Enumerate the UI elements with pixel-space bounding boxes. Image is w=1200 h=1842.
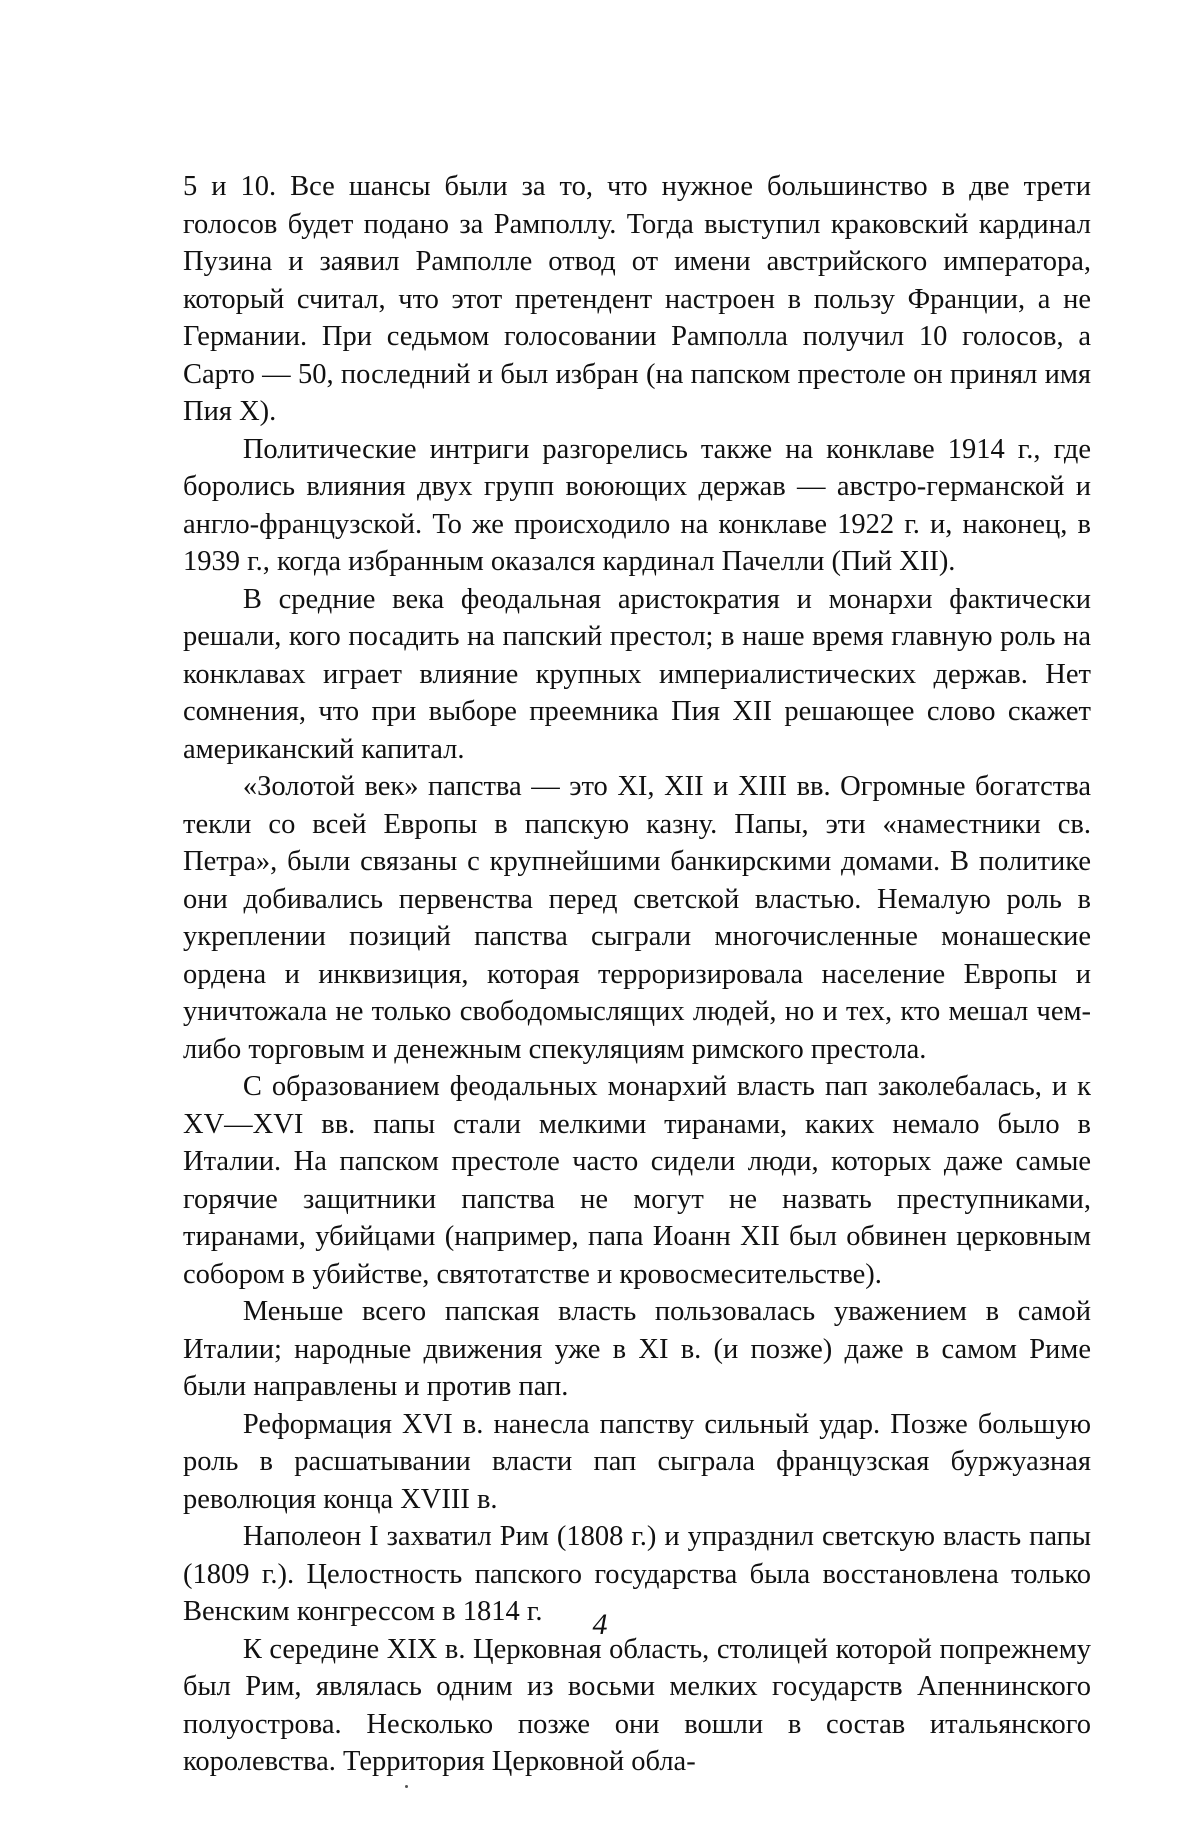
paragraph-4: «Золотой век» папства — это XI, XII и XIII вв. Огромные богатства текли со всей Европы в папскую казну. Папы, эти «наместники св. Петра», были связаны с крупнейшими банкирскими домами. В политике они добивались первенства перед светской властью. Немалую роль в укреплении позиций папства сыграли многочисленные монашеские ордена и инквизиция, которая терроризировала население Европы и уничтожала не только свободомыслящих людей, но и тех, кто мешал чем-либо торговым и денежным спекуляциям римского престола. bbox=[183, 771, 1091, 1065]
page-text-block bbox=[183, 168, 1091, 1781]
page-number: 4 bbox=[592, 1608, 608, 1641]
paragraph-1: 5 и 10. Все шансы были за то, что нужное большинство в две трети голосов будет подано за Рамполлу. Тогда выступил краковский кардинал Пузина и заявил Рамполле отвод от имени австрийского императора, который считал, что этот претендент настроен в пользу Франции, а не Германии. При седьмом голосовании Рамполла получил 10 голосов, а Сарто — 50, последний и был избран (на папском престоле он принял имя Пия X). bbox=[183, 171, 1091, 427]
paragraph-3: В средние века феодальная аристократия и монархи фактически решали, кого посадить на папский престол; в наше время главную роль на конклавах играет влияние крупных империалистических держав. Нет сомнения, что при выборе преемника Пия XII решающее слово скажет американский капитал. bbox=[183, 583, 1091, 765]
print-speck bbox=[405, 1785, 408, 1788]
paragraph-8: Наполеон I захватил Рим (1808 г.) и упразднил светскую власть папы (1809 г.). Целостность папского государства была восстановлена только Венским конгрессом в 1814 г. bbox=[183, 1521, 1091, 1627]
paragraph-7: Реформация XVI в. нанесла папству сильный удар. Позже большую роль в расшатывании власти пап сыграла французская буржуазная революция конца XVIII в. bbox=[183, 1408, 1091, 1515]
paragraph-2: Политические интриги разгорелись также на конклаве 1914 г., где боролись влияния двух групп воюющих держав — австро-германской и англо-французской. То же происходило на конклаве 1922 г. и, наконец, в 1939 г., когда избранным оказался кардинал Пачелли (Пий XII). bbox=[183, 433, 1091, 577]
paragraph-9: К середине XIX в. Церковная область, столицей которой попрежнему был Рим, являлась одним из восьми мелких государств Апеннинского полуострова. Несколько позже они вошли в состав итальянского королевства. Территория Церковной обла- bbox=[183, 1633, 1091, 1777]
paragraph-6: Меньше всего папская власть пользовалась уважением в самой Италии; народные движения уже в XI в. (и позже) даже в самом Риме были направлены и против пап. bbox=[183, 1296, 1091, 1402]
paragraph-5: С образованием феодальных монархий власть пап заколебалась, и к XV—XVI вв. папы стали мелкими тиранами, каких немало было в Италии. На папском престоле часто сидели люди, которых даже самые горячие защитники папства не могут не назвать преступниками, тиранами, убийцами (например, папа Иоанн XII был обвинен церковным собором в убийстве, святотатстве и кровосмесительстве). bbox=[183, 1071, 1091, 1290]
